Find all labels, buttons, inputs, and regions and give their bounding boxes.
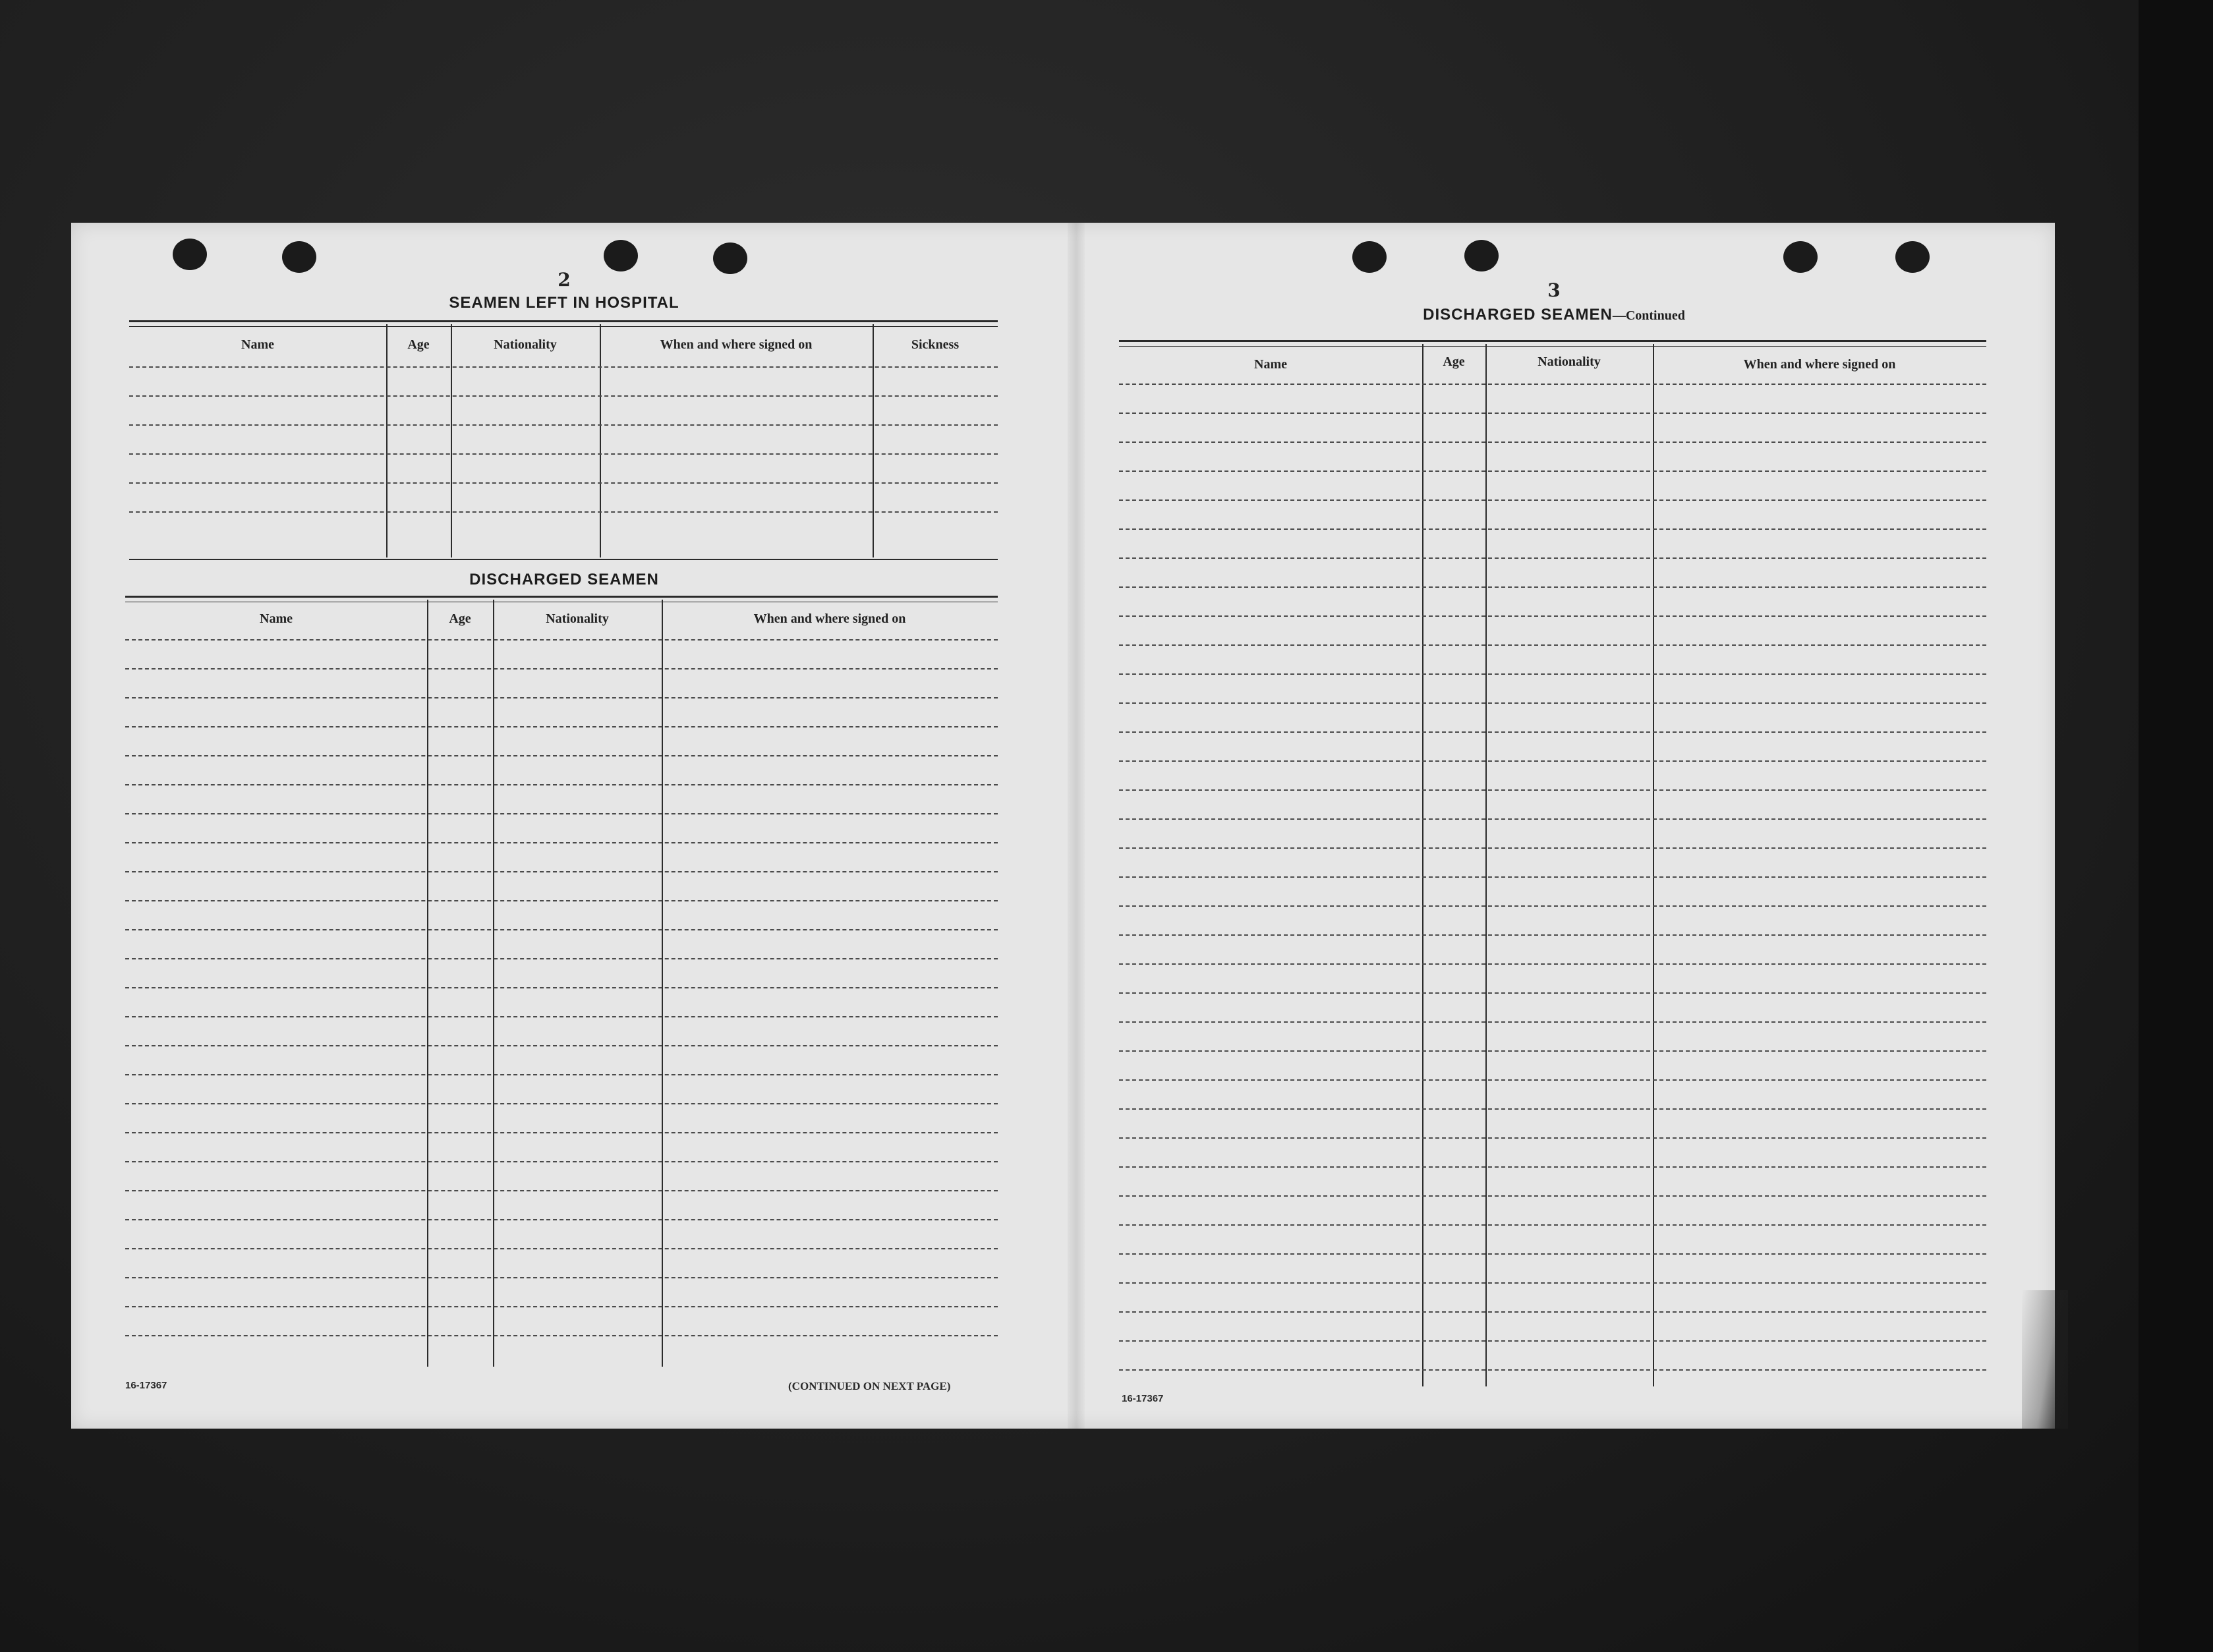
- table-row: [1119, 557, 1986, 559]
- col-header-age: Age: [449, 612, 471, 626]
- table-row: [1119, 789, 1986, 791]
- form-number: 16-17367: [1122, 1393, 1164, 1404]
- table-top-rule: [125, 596, 998, 602]
- table-row: [125, 929, 998, 930]
- table-row: [1119, 528, 1986, 530]
- form-sheet: [71, 223, 2055, 1429]
- table-row: [125, 697, 998, 698]
- table-row: [1119, 702, 1986, 704]
- table-row: [1119, 1021, 1986, 1023]
- col-header-age: Age: [1443, 355, 1465, 369]
- table-row: [1119, 644, 1986, 646]
- col-header-nationality: Nationality: [1538, 355, 1601, 369]
- col-header-age: Age: [407, 337, 430, 352]
- column-divider: [386, 324, 388, 557]
- table-row: [1119, 1195, 1986, 1197]
- hospital-section-title: SEAMEN LEFT IN HOSPITAL: [449, 294, 679, 312]
- col-header-when-where: When and where signed on: [660, 337, 813, 352]
- table-row: [1119, 1137, 1986, 1139]
- table-row: [1119, 847, 1986, 849]
- table-top-rule: [1119, 340, 1986, 347]
- table-row: [1119, 586, 1986, 588]
- column-divider: [493, 600, 494, 1367]
- col-header-sickness: Sickness: [911, 337, 960, 352]
- hospital-table: [129, 320, 998, 561]
- table-row: [125, 1103, 998, 1104]
- table-row: [1119, 499, 1986, 501]
- section-title-suffix: —Continued: [1612, 308, 1685, 323]
- table-row: [1119, 1166, 1986, 1168]
- table-top-rule: [129, 320, 998, 327]
- table-row: [1119, 876, 1986, 878]
- table-row: [125, 900, 998, 901]
- discharged-section-title: DISCHARGED SEAMEN: [469, 571, 659, 588]
- table-row: [125, 958, 998, 959]
- table-row: [1119, 992, 1986, 994]
- left-page: [125, 223, 1072, 1429]
- column-divider: [427, 600, 428, 1367]
- col-header-name: Name: [260, 612, 293, 626]
- table-row: [125, 784, 998, 785]
- table-row: [125, 726, 998, 727]
- col-header-nationality: Nationality: [494, 337, 557, 352]
- continued-note: (CONTINUED ON NEXT PAGE): [788, 1380, 951, 1392]
- col-header-nationality: Nationality: [546, 612, 609, 626]
- table-row: [1119, 1369, 1986, 1371]
- table-row: [125, 1277, 998, 1278]
- table-row: [129, 366, 998, 368]
- discharged-continued-title: [1119, 306, 1989, 324]
- table-row: [1119, 470, 1986, 472]
- table-row: [125, 1306, 998, 1307]
- table-row: [129, 395, 998, 397]
- table-row: [125, 1248, 998, 1249]
- table-row: [125, 1132, 998, 1133]
- torn-corner: [2022, 1290, 2068, 1429]
- table-row: [1119, 1079, 1986, 1081]
- form-number: 16-17367: [125, 1380, 167, 1391]
- table-row: [125, 755, 998, 756]
- table-row: [1119, 673, 1986, 675]
- table-row: [129, 453, 998, 455]
- table-row: [125, 1016, 998, 1017]
- table-row: [125, 987, 998, 988]
- table-row: [125, 813, 998, 814]
- col-header-when-where: When and where signed on: [753, 612, 906, 626]
- table-row: [125, 668, 998, 669]
- table-row: [1119, 1050, 1986, 1052]
- table-row: [125, 1190, 998, 1191]
- table-row: [125, 1335, 998, 1336]
- table-row: [125, 639, 998, 641]
- table-row: [1119, 731, 1986, 733]
- page-number: 3: [1547, 279, 1561, 301]
- column-divider: [451, 324, 452, 557]
- table-row: [125, 1219, 998, 1220]
- page-number: 2: [558, 269, 571, 291]
- table-row: [1119, 1311, 1986, 1313]
- table-row: [1119, 384, 1986, 385]
- section-title-text: DISCHARGED SEAMEN: [1423, 306, 1613, 324]
- table-row: [1119, 905, 1986, 907]
- discharged-continued-table: [1119, 340, 1986, 1388]
- column-divider: [662, 600, 663, 1367]
- table-row: [1119, 441, 1986, 443]
- column-divider: [600, 324, 601, 557]
- scan-edge: [2139, 0, 2213, 1652]
- col-header-when-where: When and where signed on: [1743, 357, 1896, 372]
- table-row: [1119, 963, 1986, 965]
- discharged-table: [125, 596, 998, 1373]
- table-row: [1119, 1253, 1986, 1255]
- table-bottom-rule: [129, 559, 998, 560]
- table-row: [125, 1074, 998, 1075]
- table-row: [1119, 1282, 1986, 1284]
- table-row: [1119, 1108, 1986, 1110]
- table-row: [1119, 934, 1986, 936]
- table-row: [1119, 760, 1986, 762]
- right-page: [1119, 223, 1996, 1429]
- column-divider: [873, 324, 874, 557]
- table-row: [129, 482, 998, 484]
- table-row: [1119, 818, 1986, 820]
- table-row: [129, 424, 998, 426]
- table-row: [125, 871, 998, 872]
- col-header-name: Name: [241, 337, 274, 352]
- table-row: [1119, 615, 1986, 617]
- col-header-name: Name: [1254, 357, 1287, 372]
- table-row: [125, 1045, 998, 1046]
- table-row: [125, 842, 998, 843]
- table-row: [1119, 1224, 1986, 1226]
- table-row: [129, 511, 998, 513]
- table-row: [1119, 413, 1986, 414]
- table-row: [1119, 1340, 1986, 1342]
- table-row: [125, 1161, 998, 1162]
